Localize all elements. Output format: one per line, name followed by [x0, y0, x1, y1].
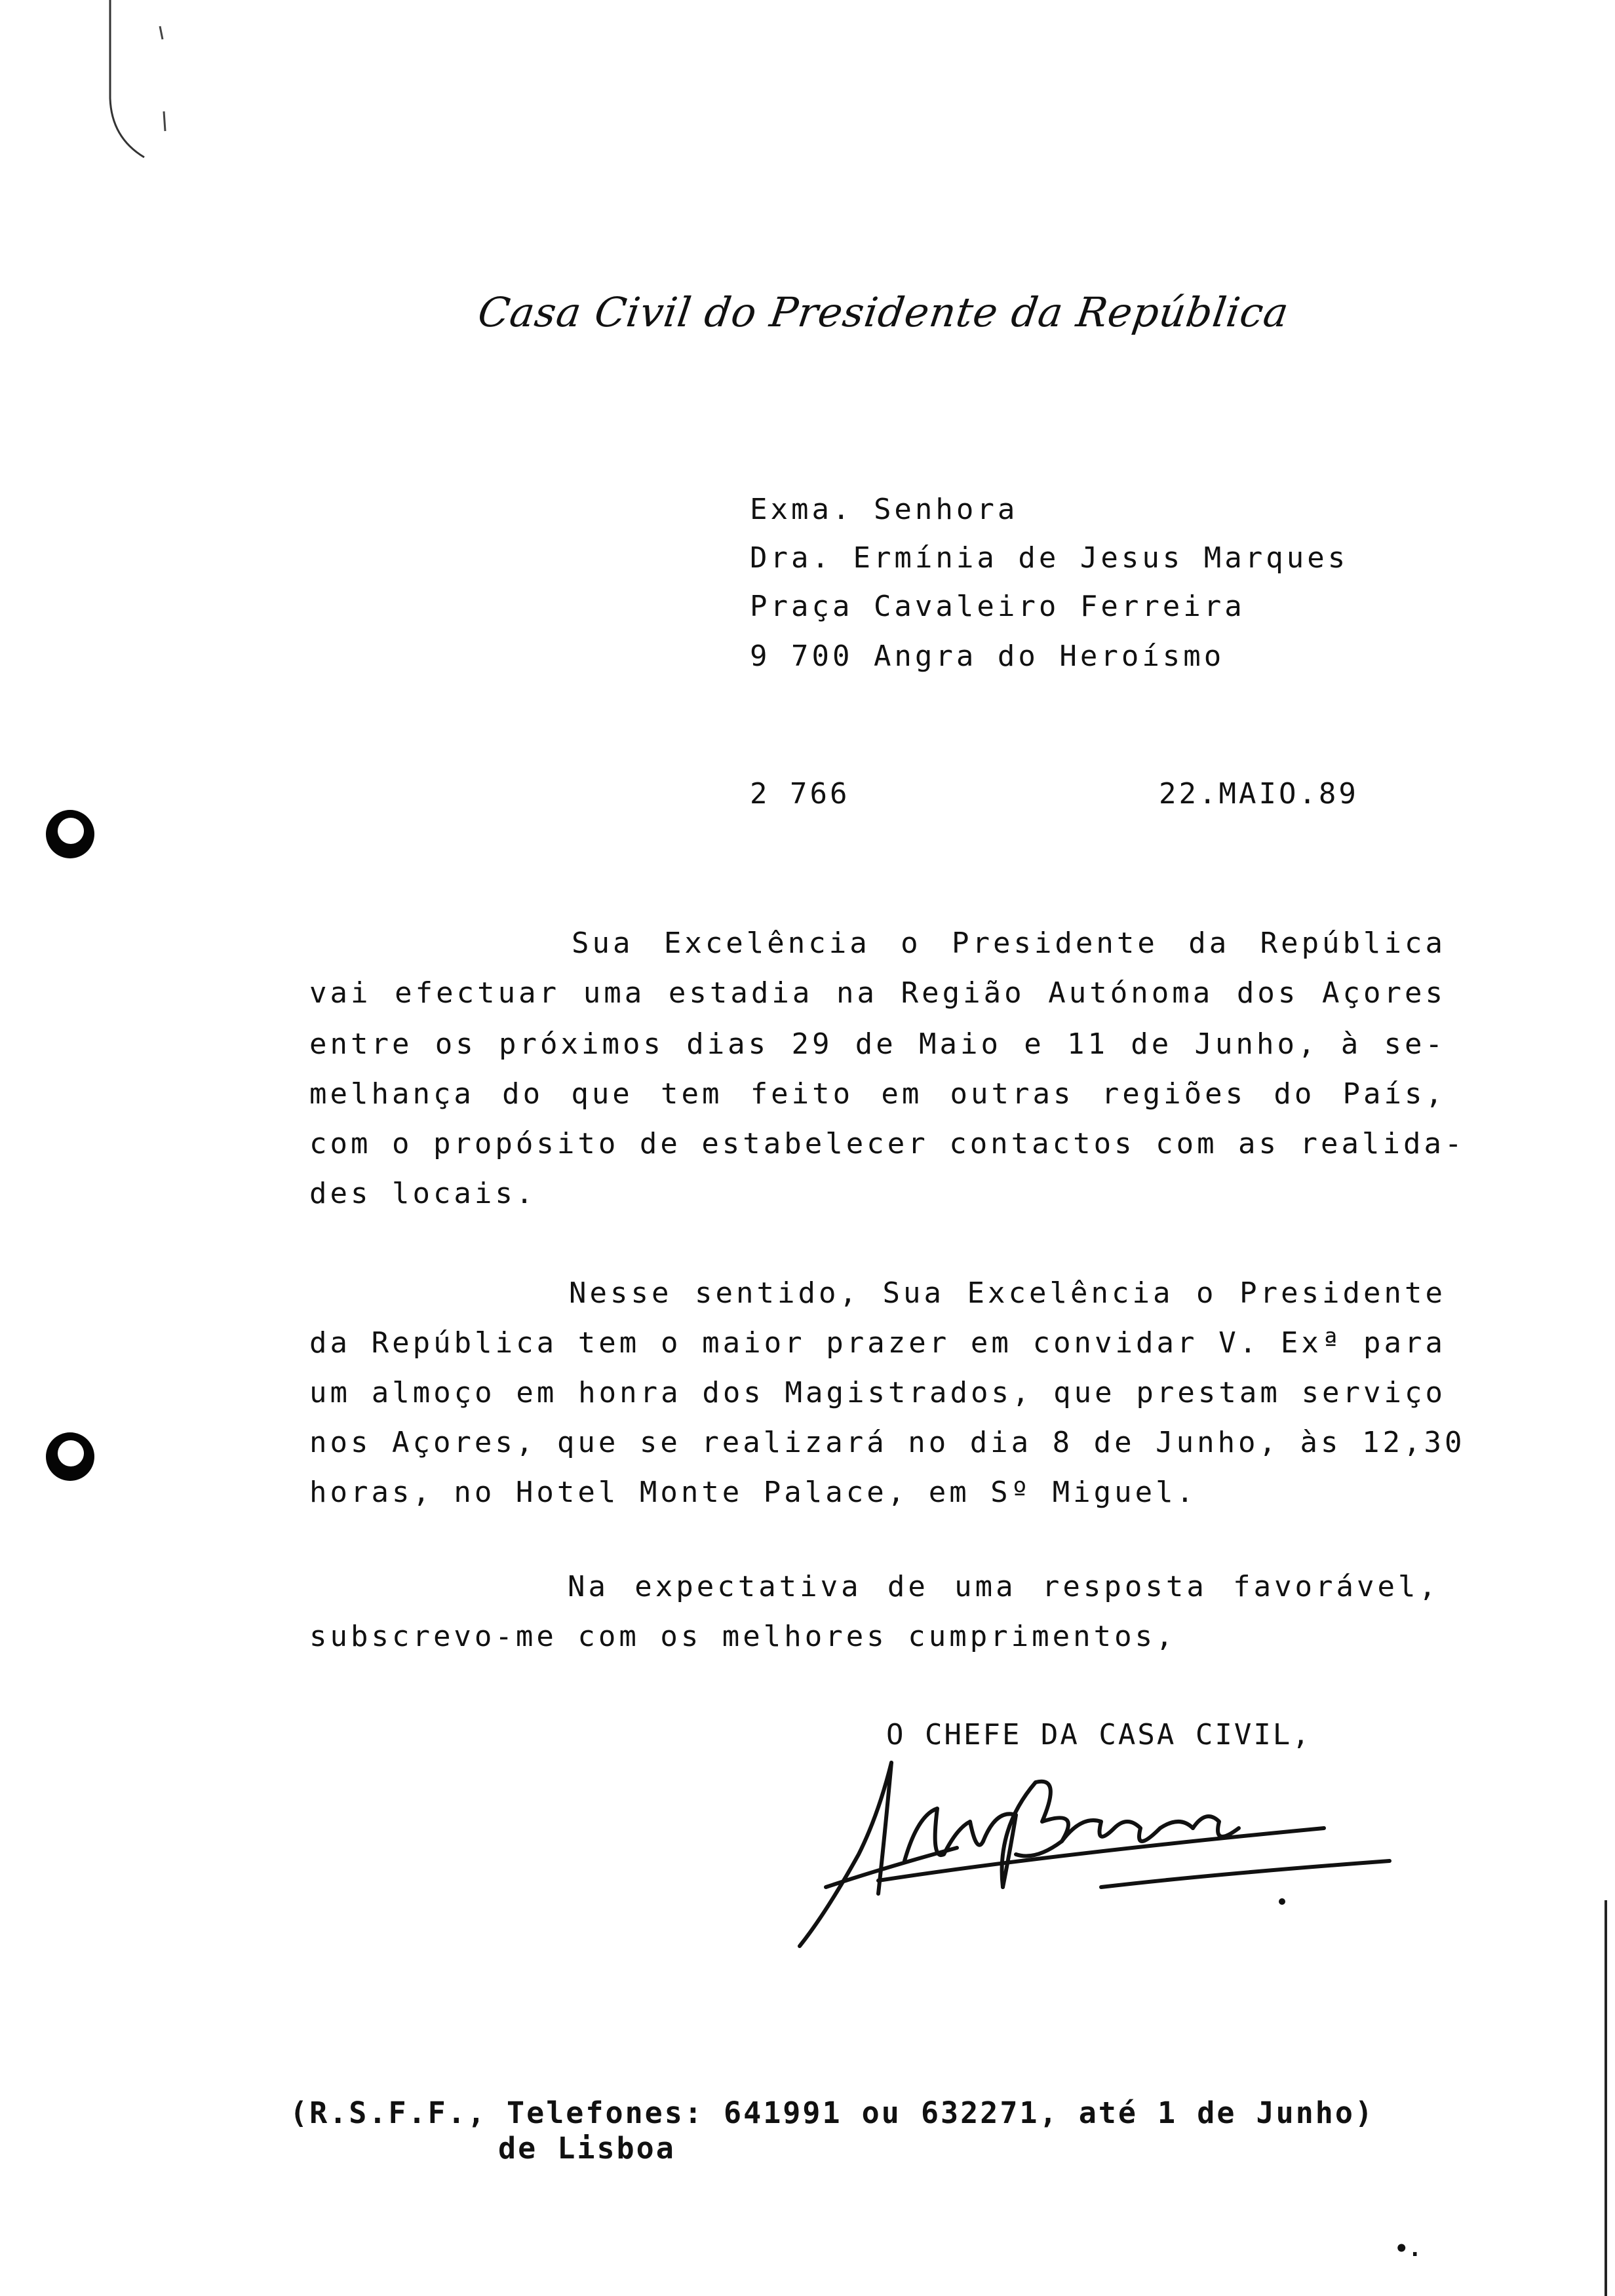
footer-contact-line: (R.S.F.F., Telefones: 641991 ou 632271, até 1 de Junho) [290, 2095, 1375, 2130]
paragraph-3-line: subscrevo-me com os melhores cumprimentos, [309, 1620, 1177, 1653]
scan-edge-line [1605, 1900, 1607, 2296]
paragraph-1-line: com o propósito de estabelecer contactos com as realida- [309, 1127, 1466, 1160]
punch-hole-top [46, 810, 94, 858]
paragraph-2-line: da República tem o maior prazer em convidar V. Exª para [309, 1326, 1446, 1360]
recipient-salutation: Exma. Senhora [750, 493, 1019, 526]
paperclip-mark [105, 0, 177, 170]
punch-hole-bottom [46, 1432, 94, 1481]
recipient-name: Dra. Ermínia de Jesus Marques [750, 541, 1349, 575]
scan-specks: •. [1395, 2236, 1422, 2262]
paragraph-1-line: vai efectuar uma estadia na Região Autónoma dos Açores [309, 976, 1446, 1010]
letterhead: Casa Civil do Presidente da República [475, 288, 1293, 336]
paragraph-2-line: um almoço em honra dos Magistrados, que prestam serviço [309, 1376, 1446, 1409]
paragraph-1-line: Sua Excelência o Presidente da República [572, 927, 1446, 960]
paragraph-3-line: Na expectativa de uma resposta favorável, [568, 1570, 1439, 1603]
paragraph-1-line: melhança do que tem feito em outras regiões do País, [309, 1077, 1446, 1111]
paragraph-2-line: nos Açores, que se realizará no dia 8 de Junho, às 12,30 [309, 1426, 1466, 1459]
closing-title: O CHEFE DA CASA CIVIL, [886, 1718, 1312, 1751]
paragraph-1-line: entre os próximos dias 29 de Maio e 11 de Junho, à se- [309, 1027, 1446, 1061]
letter-date: 22.MAIO.89 [1159, 777, 1359, 811]
handwritten-signature [787, 1756, 1403, 1953]
reference-number: 2 766 [750, 777, 850, 811]
recipient-street: Praça Cavaleiro Ferreira [750, 590, 1245, 623]
recipient-city: 9 700 Angra do Heroísmo [750, 640, 1225, 673]
paragraph-2-line: Nesse sentido, Sua Excelência o Presidente [569, 1276, 1446, 1310]
paragraph-2-line: horas, no Hotel Monte Palace, em Sº Miguel. [309, 1476, 1197, 1509]
footer-location-line: de Lisboa [498, 2131, 676, 2166]
paragraph-1-line: des locais. [309, 1177, 537, 1210]
